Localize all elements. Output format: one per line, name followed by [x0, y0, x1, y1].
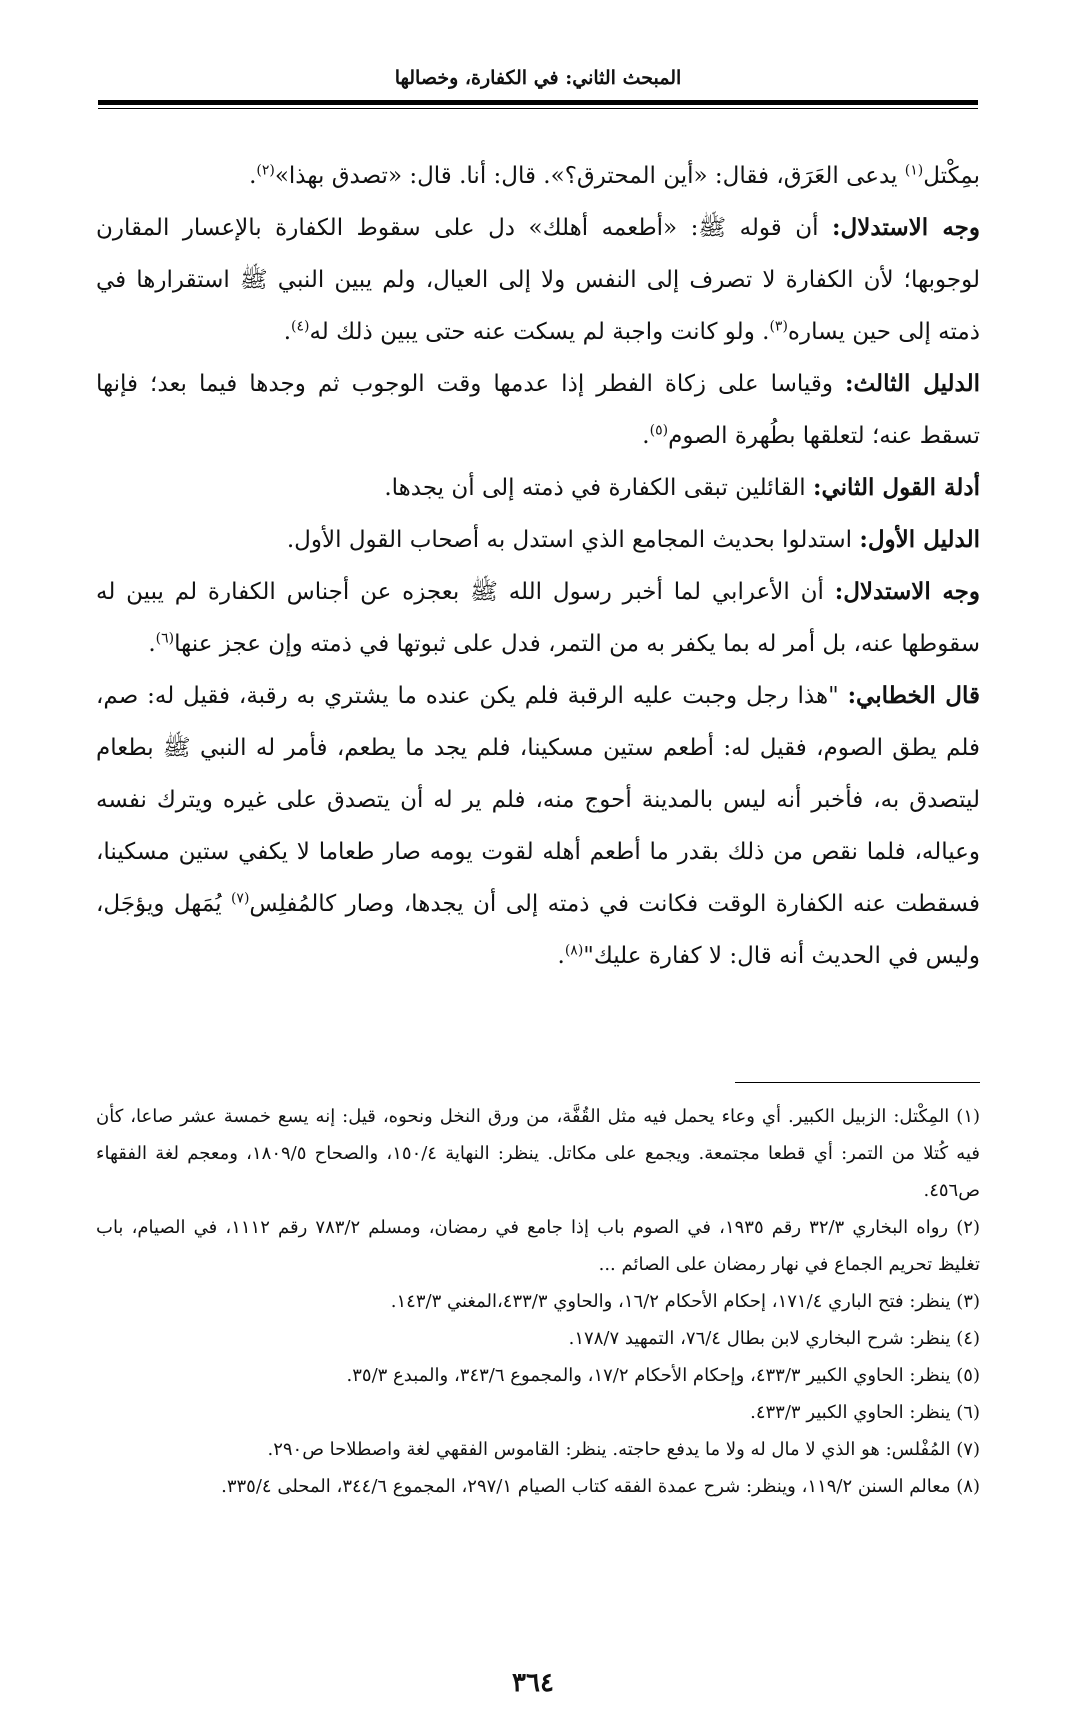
- paragraph: [96, 462, 980, 514]
- footnote-ref: (٥): [649, 422, 669, 439]
- header-rule: [98, 100, 978, 105]
- section-label: الدليل الأول:: [859, 526, 980, 553]
- text-run: يدعى العَرَق، فقال: «أين المحترق؟». قال: أنا. قال: «تصدق بهذا»: [274, 163, 905, 189]
- page-number: ٣٦٤: [512, 1668, 554, 1698]
- text-run: .: [642, 423, 650, 449]
- paragraph: [96, 670, 980, 982]
- paragraph: [96, 514, 980, 566]
- footnote: (١) المِكْتل: الزبيل الكبير. أي وعاء يحمل فيه مثل القُفَّة، من ورق النخل ونحوه، قيل: إنه يسع خمسة عشر صاعا، كأن فيه كُتلا من التمر: أي قطعا مجتمعة. ويجمع على مكاتل. ينظر: النهاية ١٥٠/٤، والصحاح ١٨٠٩/٥، ومعجم لغة الفقهاء ص٤٥٦.: [96, 1106, 981, 1201]
- paragraph: [96, 358, 980, 462]
- main-text: [96, 150, 980, 982]
- text-run: استدلوا بحديث المجامع الذي استدل به أصحاب القول الأول.: [286, 527, 860, 553]
- header-rule-thin: [98, 108, 978, 109]
- text-run: .: [249, 163, 257, 189]
- footnote: (٤) ينظر: شرح البخاري لابن بطال ٧٦/٤، التمهيد ١٧٨/٧.: [568, 1328, 980, 1349]
- text-run: القائلين تبقى الكفارة في ذمته إلى أن يجدها.: [384, 475, 813, 501]
- footnote: (٨) معالم السنن ١١٩/٢، وينظر: شرح عمدة الفقه كتاب الصيام ٢٩٧/١، المجموع ٣٤٤/٦، المحلى ٣٣٥/٤.: [221, 1476, 980, 1497]
- text-run: .: [557, 943, 565, 969]
- text-run: .: [283, 319, 291, 345]
- text-run: يُمَهل ويؤجَل، وليس في الحديث أنه قال: لا كفارة عليك": [96, 891, 980, 969]
- section-label: وجه الاستدلال:: [834, 578, 980, 605]
- footnote-separator: [735, 1082, 980, 1083]
- paragraph: [96, 202, 980, 358]
- footnote-ref: (٢): [256, 162, 275, 179]
- section-label: قال الخطابي:: [847, 682, 981, 709]
- footnote: (٣) ينظر: فتح الباري ١٧١/٤، إحكام الأحكام ١٦/٢، والحاوي ٤٣٣/٣،المغني ١٤٣/٣.: [390, 1291, 980, 1312]
- paragraph: [96, 566, 980, 670]
- text-run: . ولو كانت واجبة لم يسكت عنه حتى يبين ذلك له: [309, 319, 770, 345]
- text-run: أن الأعرابي لما أخبر رسول الله ﷺ بعجزه عن أجناس الكفارة لم يبين له سقوطها عنه، بل أمر له بما يكفر به من التمر، فدل على ثبوتها في ذمته وإن عجز عنها: [96, 579, 980, 657]
- footnote: (٢) رواه البخاري ٣٢/٣ رقم ١٩٣٥، في الصوم باب إذا جامع في رمضان، ومسلم ٧٨٣/٢ رقم ١١١٢، في الصيام، باب تغليظ تحريم الجماع في نهار رمضان على الصائم ...: [96, 1217, 980, 1275]
- footnote-ref: (٤): [291, 318, 310, 335]
- text-run: "هذا رجل وجبت عليه الرقبة فلم يكن عنده ما يشتري به رقبة، فقيل له: صم، فلم يطق الصوم، فقيل له: أطعم ستين مسكينا، فلم يجد ما يطعم، فأمر له النبي ﷺ بطعام ليتصدق به، فأخبر أنه ليس بالمدينة أحوج منه، فلم ير له أن يتصدق على غيره ويترك نفسه وعياله، فلما نقص من ذلك بقدر ما أطعم أهله لقوت يومه صار طعاما لا يكفي ستين مسكينا، فسقطت عنه الكفارة الوقت فكانت في ذمته إلى أن يجدها، وصار كالمُفلِس: [96, 683, 980, 917]
- footnote-ref: (٦): [155, 630, 175, 647]
- text-run: أن قوله ﷺ: «أطعمه أهلك» دل على سقوط الكفارة بالإعسار المقارن لوجوبها؛ لأن الكفارة لا تصرف إلى النفس ولا إلى العيال، ولم يبين النبي ﷺ استقرارها في ذمته إلى حين يساره: [96, 215, 980, 345]
- section-label: الدليل الثالث:: [844, 370, 980, 397]
- running-header: المبحث الثاني: في الكفارة، وخصالها: [394, 67, 682, 89]
- paragraph: [96, 150, 980, 202]
- section-label: وجه الاستدلال:: [832, 214, 980, 241]
- footnotes: [96, 1098, 980, 1505]
- footnote-ref: (٧): [230, 890, 250, 907]
- text-run: وقياسا على زكاة الفطر إذا عدمها وقت الوجوب ثم وجدها فيما بعد؛ فإنها تسقط عنه؛ لتعلقها بطُهرة الصوم: [96, 371, 980, 449]
- text-run: .: [148, 631, 156, 657]
- footnote: (٧) المُفْلس: هو الذي لا مال له ولا ما يدفع حاجته. ينظر: القاموس الفقهي لغة واصطلاحا ص٢٩٠.: [267, 1439, 980, 1460]
- section-label: أدلة القول الثاني:: [812, 474, 980, 501]
- text-run: بمِكْتل: [923, 163, 980, 189]
- footnote-ref: (٣): [769, 318, 788, 335]
- footnote-ref: (١): [904, 162, 924, 179]
- footnote: (٥) ينظر: الحاوي الكبير ٤٣٣/٣، وإحكام الأحكام ١٧/٢، والمجموع ٣٤٣/٦، والمبدع ٣٥/٣.: [346, 1365, 980, 1386]
- footnote-ref: (٨): [564, 942, 584, 959]
- footnote: (٦) ينظر: الحاوي الكبير ٤٣٣/٣.: [750, 1402, 980, 1423]
